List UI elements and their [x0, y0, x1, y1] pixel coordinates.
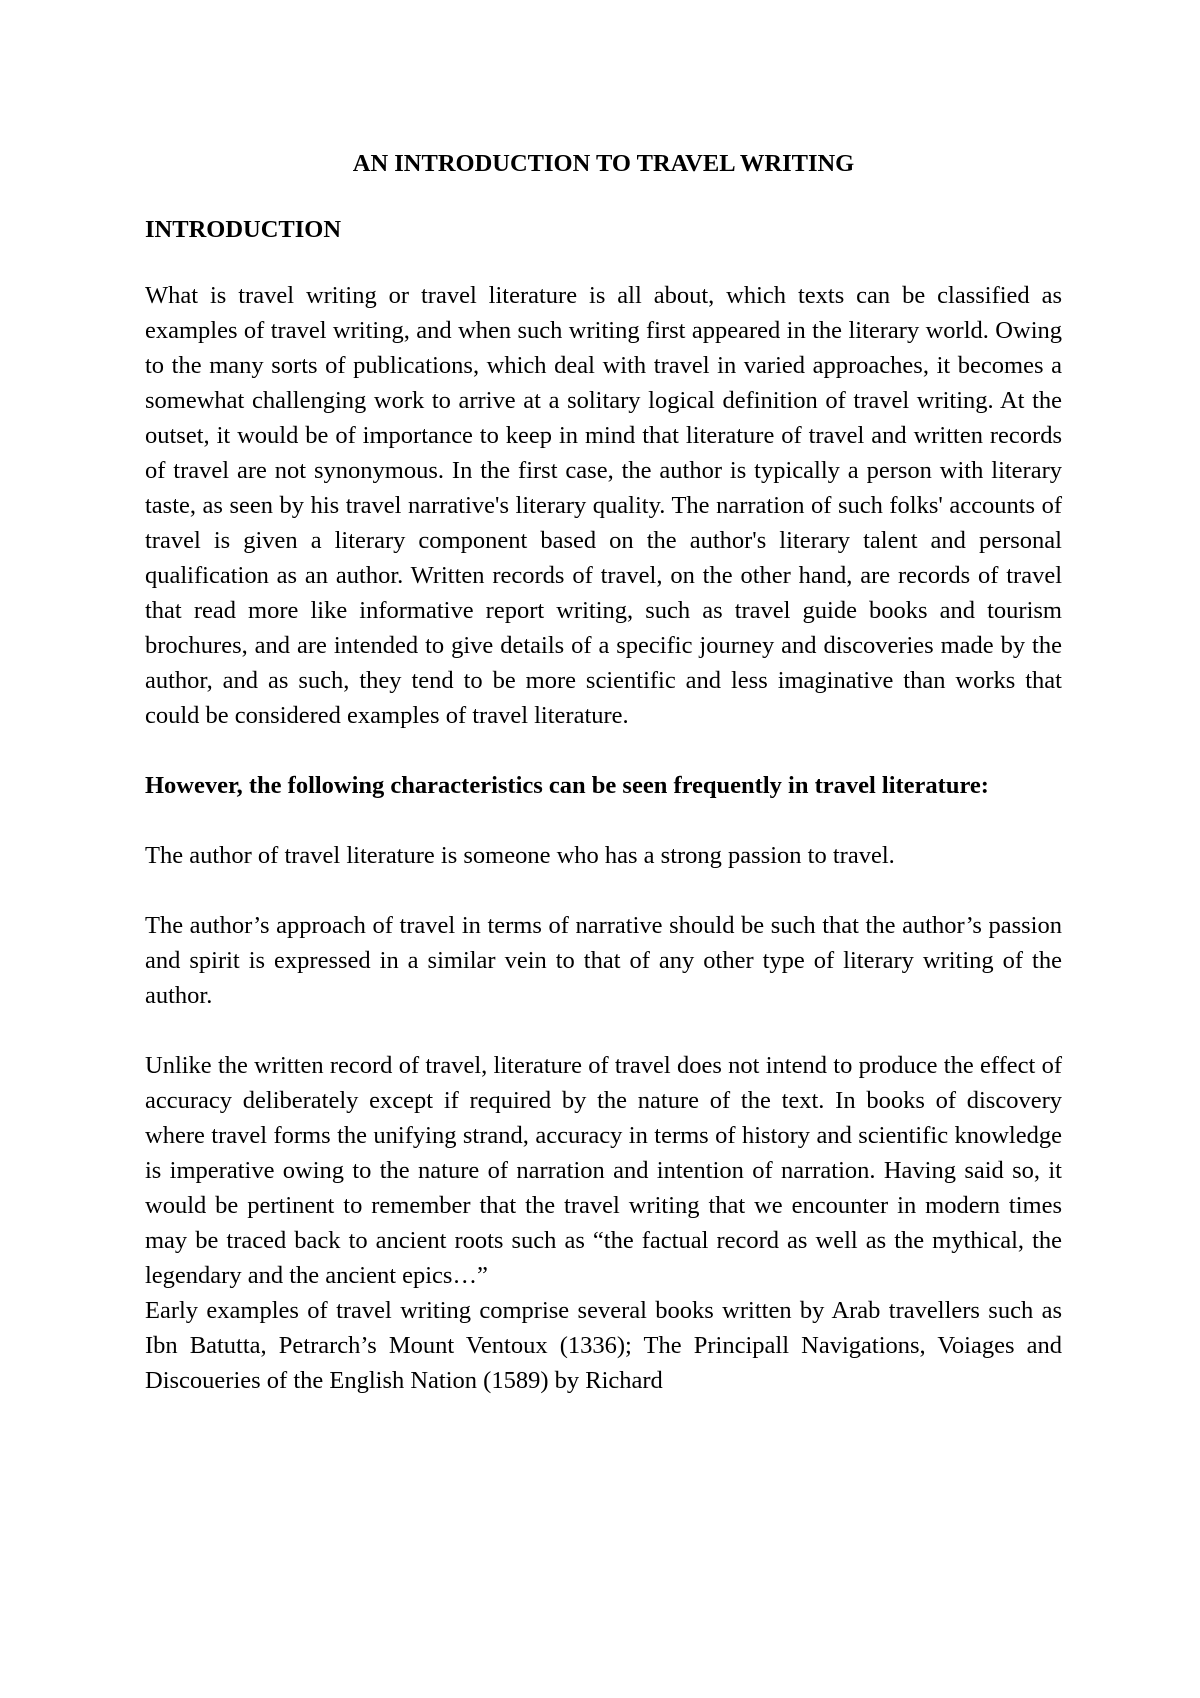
paragraph-author-approach: The author’s approach of travel in terms of narrative should be such that the author’s passion and spirit is expressed in a similar vein to that of any other type of literary writing of the author. [145, 912, 1062, 1009]
document-title: AN INTRODUCTION TO TRAVEL WRITING [352, 150, 855, 177]
paragraph-characteristics-heading: However, the following characteristics can be seen frequently in travel literature: [145, 772, 989, 799]
paragraph-author-passion: The author of travel literature is someone who has a strong passion to travel. [145, 842, 895, 869]
section-heading-introduction: INTRODUCTION [145, 216, 342, 243]
paragraph-accuracy: Unlike the written record of travel, literature of travel does not intend to produce the effect of accuracy deliberately except if required by the nature of the text. In books of discovery where travel forms the unifying strand, accuracy in terms of history and scientific knowledge is imperative owing to the nature of narration and intention of narration. Having said so, it would be pertinent to remember that the travel writing that we encounter in modern times may be traced back to ancient roots such as “the factual record as well as the mythical, the legendary and the ancient epics…” [145, 1052, 1062, 1289]
paragraph-early-examples: Early examples of travel writing comprise several books written by Arab travellers such as Ibn Batutta, Petrarch’s Mount Ventoux (1336); The Principall Navigations, Voiages and Discoueries of the English Nation (1589) by Richard [145, 1297, 1062, 1394]
paragraph-definition: What is travel writing or travel literature is all about, which texts can be classified as examples of travel writing, and when such writing first appeared in the literary world. Owing to the many sorts of publications, which deal with travel in varied approaches, it becomes a somewhat challenging work to arrive at a solitary logical definition of travel writing. At the outset, it would be of importance to keep in mind that literature of travel and written records of travel are not synonymous. In the first case, the author is typically a person with literary taste, as seen by his travel narrative's literary quality. The narration of such folks' accounts of travel is given a literary component based on the author's literary talent and personal qualification as an author. Written records of travel, on the other hand, are records of travel that read more like informative report writing, such as travel guide books and tourism brochures, and are intended to give details of a specific journey and discoveries made by the author, and as such, they tend to be more scientific and less imaginative than works that could be considered examples of travel literature. [145, 282, 1062, 729]
